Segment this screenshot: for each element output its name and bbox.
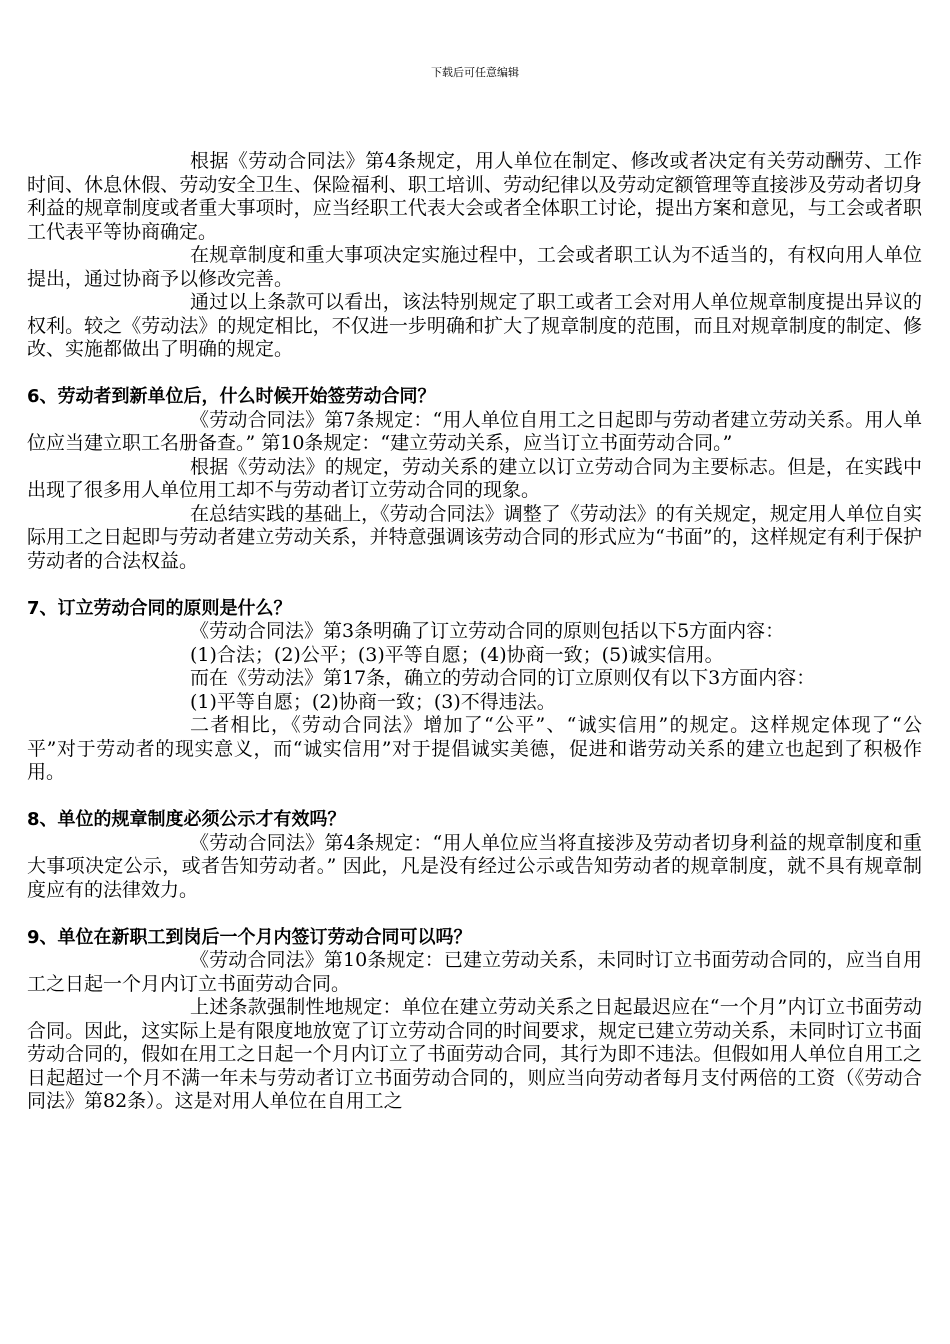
intro-paragraph-1: 根据《劳动合同法》第4条规定，用人单位在制定、修改或者决定有关劳动酬劳、工作时间、休息休假、劳动安全卫生、保险福利、职工培训、劳动纪律以及劳动定额管理等直接涉及劳动者切身利益的规章制度或者重大事项时，应当经职工代表大会或者全体职工讨论，提出方案和意见，与工会或者职工代表平等协商确定。 xyxy=(27,150,922,243)
document-body xyxy=(27,150,922,1114)
q8-paragraph-1: 《劳动合同法》第4条规定：“用人单位应当将直接涉及劳动者切身利益的规章制度和重大事项决定公示，或者告知劳动者。” 因此，凡是没有经过公示或告知劳动者的规章制度，就不具有规章制度应有的法律效力。 xyxy=(27,831,922,901)
q9-paragraph-2: 上述条款强制性地规定：单位在建立劳动关系之日起最迟应在“一个月”内订立书面劳动合同。因此，这实际上是有限度地放宽了订立劳动合同的时间要求，规定已建立劳动关系，未同时订立书面劳动合同的，假如在用工之日起一个月内订立了书面劳动合同，其行为即不违法。但假如用人单位自用工之日起超过一个月不满一年未与劳动者订立书面劳动合同的，则应当向劳动者每月支付两倍的工资（《劳动合同法》第82条）。这是对用人单位在自用工之 xyxy=(27,996,922,1112)
section-heading-q6: 6、劳动者到新单位后，什么时候开始签劳动合同？ xyxy=(27,386,436,407)
q7-paragraph-1: 《劳动合同法》第3条明确了订立劳动合同的原则包括以下5方面内容： xyxy=(190,620,785,642)
q9-paragraph-1: 《劳动合同法》第10条规定：已建立劳动关系，未同时订立书面劳动合同的，应当自用工之日起一个月内订立书面劳动合同。 xyxy=(27,949,922,995)
q7-principles-list-1: (1)合法；(2)公平；(3)平等自愿；(4)协商一致；(5)诚实信用。 xyxy=(190,643,724,666)
section-heading-q9: 9、单位在新职工到岗后一个月内签订劳动合同可以吗？ xyxy=(27,926,472,948)
q6-paragraph-2: 根据《劳动法》的规定，劳动关系的建立以订立劳动合同为主要标志。但是，在实践中出现了很多用人单位用工却不与劳动者订立劳动合同的现象。 xyxy=(27,455,922,501)
q6-paragraph-3: 在总结实践的基础上，《劳动合同法》调整了《劳动法》的有关规定，规定用人单位自实际用工之日起即与劳动者建立劳动关系，并特意强调该劳动合同的形式应为“书面”的，这样规定有利于保护劳动者的合法权益。 xyxy=(27,502,922,572)
intro-paragraph-3: 通过以上条款可以看出，该法特别规定了职工或者工会对用人单位规章制度提出异议的权利。较之《劳动法》的规定相比，不仅进一步明确和扩大了规章制度的范围，而且对规章制度的制定、修改、实施都做出了明确的规定。 xyxy=(27,291,922,360)
page-header: 下载后可任意编辑 xyxy=(431,66,519,79)
q7-paragraph-3: 二者相比，《劳动合同法》增加了“公平”、“诚实信用”的规定。这样规定体现了“公平”对于劳动者的现实意义，而“诚实信用”对于提倡诚实美德，促进和谐劳动关系的建立也起到了积极作用。 xyxy=(27,714,922,783)
q7-paragraph-2: 而在《劳动法》第17条，确立的劳动合同的订立原则仅有以下3方面内容： xyxy=(190,667,816,689)
section-heading-q8: 8、单位的规章制度必须公示才有效吗？ xyxy=(27,809,346,830)
intro-paragraph-2: 在规章制度和重大事项决定实施过程中，工会或者职工认为不适当的，有权向用人单位提出，通过协商予以修改完善。 xyxy=(27,244,922,290)
section-heading-q7: 7、订立劳动合同的原则是什么？ xyxy=(27,597,292,619)
q7-principles-list-2: (1)平等自愿；(2)协商一致；(3)不得违法。 xyxy=(190,690,556,713)
q6-paragraph-1: 《劳动合同法》第7条规定：“用人单位自用工之日起即与劳动者建立劳动关系。用人单位应当建立职工名册备查。” 第10条规定：“建立劳动关系，应当订立书面劳动合同。” xyxy=(27,408,922,454)
